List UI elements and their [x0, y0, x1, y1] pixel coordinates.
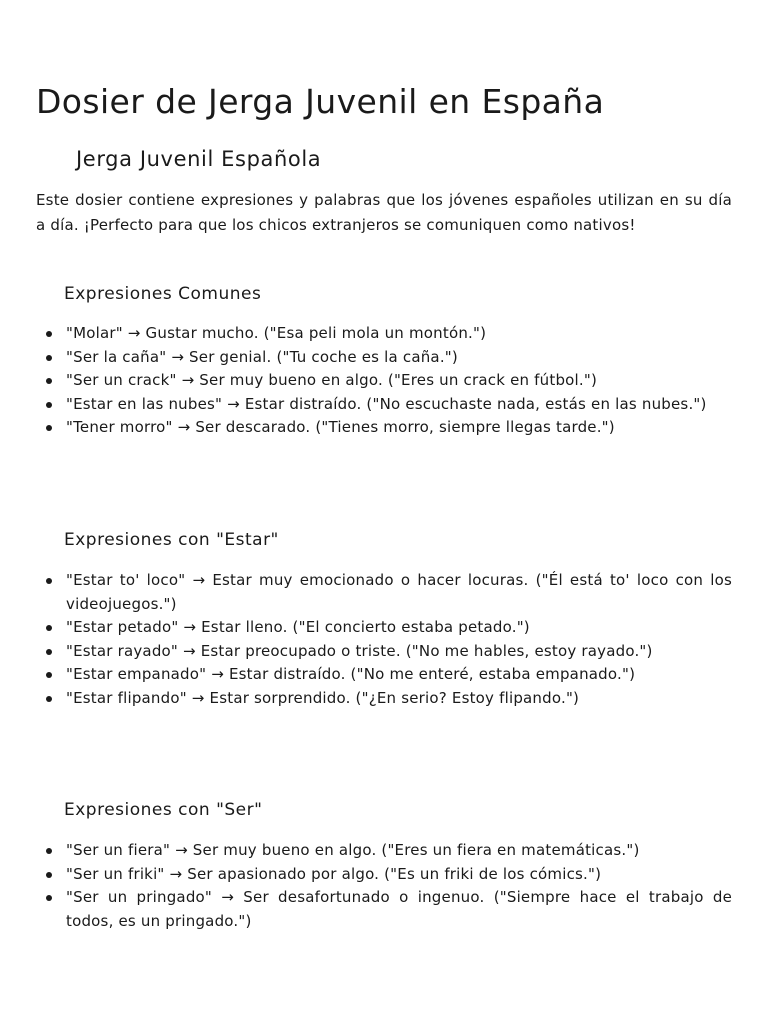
bullet-icon: [46, 649, 52, 655]
bullet-icon: [46, 378, 52, 384]
list-item-text: "Ser un fiera" → Ser muy bueno en algo. ("Eres un fiera en matemáticas."): [66, 841, 640, 859]
list-item-text: "Tener morro" → Ser descarado. ("Tienes morro, siempre llegas tarde."): [66, 418, 615, 436]
bullet-icon: [46, 696, 52, 702]
list-item: [66, 663, 732, 687]
list-item: [66, 886, 732, 933]
list-item-text: "Ser un pringado" → Ser desafortunado o ingenuo. ("Siempre hace el trabajo de todos, es un pringado."): [66, 888, 732, 930]
list-item: [66, 322, 732, 346]
expression-list-estar: [66, 569, 732, 710]
list-item: [66, 569, 732, 616]
list-item: [66, 640, 732, 664]
list-item: [66, 616, 732, 640]
intro-paragraph: Este dosier contiene expresiones y palabras que los jóvenes españoles utilizan en su día a día. ¡Perfecto para que los chicos extranjeros se comuniquen como nativos!: [36, 191, 732, 234]
bullet-icon: [46, 848, 52, 854]
section-heading-expresiones-ser: Expresiones con "Ser": [64, 800, 263, 820]
list-item-text: "Estar en las nubes" → Estar distraído. ("No escuchaste nada, estás en las nubes."): [66, 394, 707, 413]
list-item-text: "Ser un friki" → Ser apasionado por algo. ("Es un friki de los cómics."): [66, 864, 602, 883]
list-item-text: "Estar empanado" → Estar distraído. ("No me enteré, estaba empanado."): [66, 665, 636, 683]
bullet-icon: [46, 355, 52, 361]
bullet-icon: [46, 331, 52, 337]
bullet-icon: [46, 578, 52, 584]
list-item: [66, 393, 732, 417]
bullet-icon: [46, 895, 52, 901]
document-title: Dosier de Jerga Juvenil en España: [36, 82, 605, 121]
list-item-text: "Estar petado" → Estar lleno. ("El concierto estaba petado."): [66, 618, 530, 636]
bullet-icon: [46, 625, 52, 631]
list-item-text: "Estar to' loco" → Estar muy emocionado o hacer locuras. ("Él está to' loco con los videojuegos."): [66, 571, 732, 613]
section-heading-expresiones-estar: Expresiones con "Estar": [64, 530, 279, 550]
list-item: [66, 687, 732, 711]
list-item: [66, 369, 732, 393]
expression-list-comunes: [66, 322, 732, 440]
list-item-text: "Estar flipando" → Estar sorprendido. ("¿En serio? Estoy flipando."): [66, 688, 580, 707]
document-subtitle: Jerga Juvenil Española: [76, 147, 322, 171]
list-item-text: "Estar rayado" → Estar preocupado o triste. ("No me hables, estoy rayado."): [66, 641, 653, 660]
expression-list-ser: [66, 839, 732, 933]
list-item: [66, 839, 732, 863]
list-item-text: "Ser un crack" → Ser muy bueno en algo. ("Eres un crack en fútbol."): [66, 371, 598, 389]
list-item-text: "Molar" → Gustar mucho. ("Esa peli mola un montón."): [66, 324, 487, 342]
list-item: [66, 346, 732, 370]
list-item-text: "Ser la caña" → Ser genial. ("Tu coche es la caña."): [66, 347, 458, 366]
section-heading-expresiones-comunes: Expresiones Comunes: [64, 284, 262, 304]
list-item: [66, 416, 732, 440]
bullet-icon: [46, 402, 52, 408]
bullet-icon: [46, 672, 52, 678]
bullet-icon: [46, 872, 52, 878]
list-item: [66, 863, 732, 887]
bullet-icon: [46, 425, 52, 431]
